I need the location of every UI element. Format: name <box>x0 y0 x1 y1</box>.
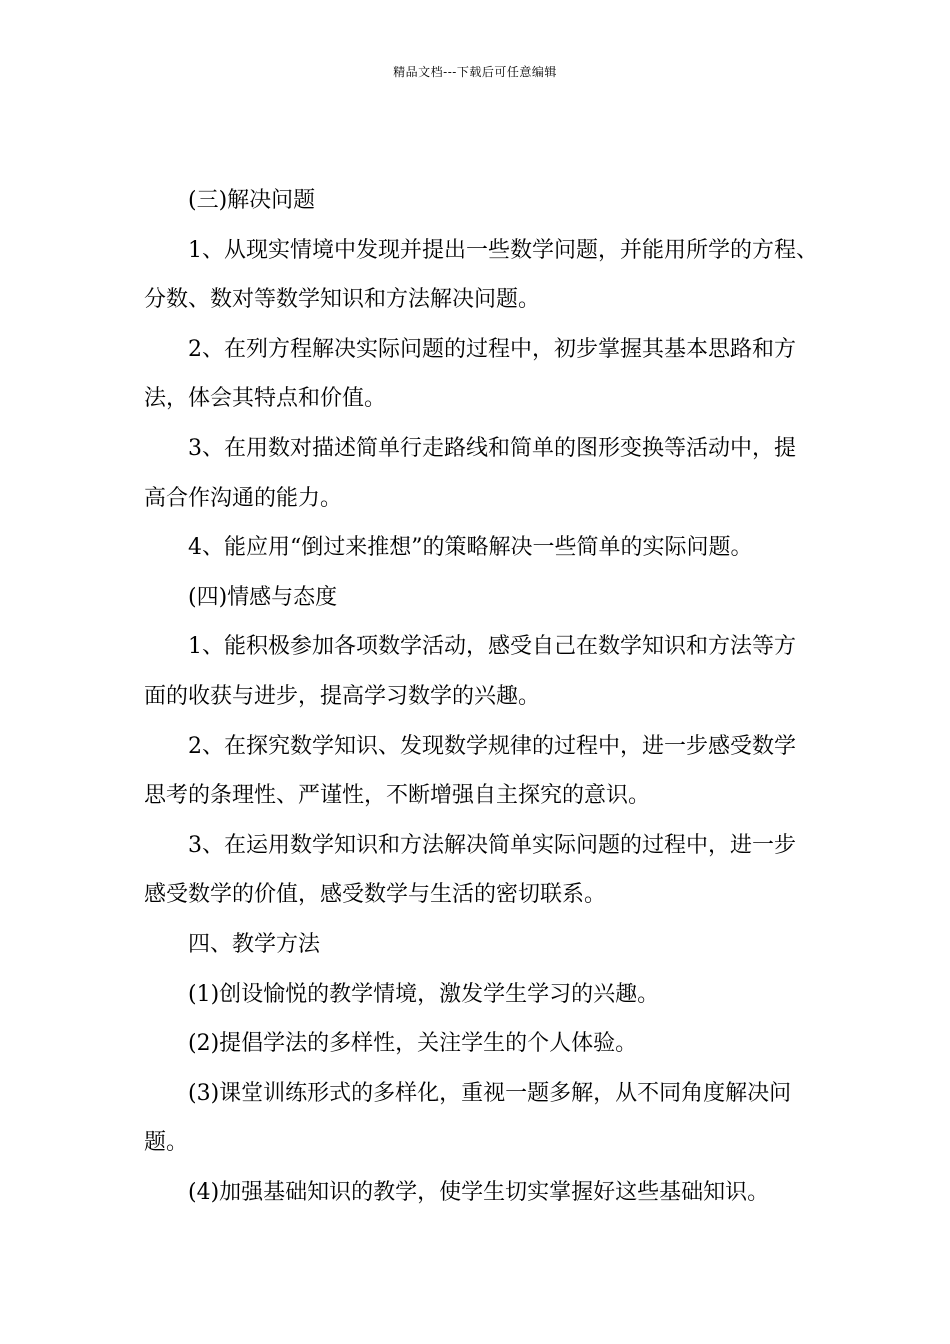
paragraph-2 <box>144 226 834 325</box>
paragraph-line: 感受数学的价值，感受数学与生活的密切联系。 <box>144 882 607 908</box>
paragraph-line: (2)提倡学法的多样性，关注学生的个人体验。 <box>188 1031 638 1057</box>
paragraph-3 <box>144 325 834 424</box>
paragraph-14 <box>144 1168 834 1218</box>
paragraph-6 <box>144 573 834 623</box>
paragraph-line: (1)创设愉悦的教学情境，激发学生学习的兴趣。 <box>188 981 660 1007</box>
paragraph-line: 1、从现实情境中发现并提出一些数学问题，并能用所学的方程、 <box>188 237 818 263</box>
paragraph-line: (三)解决问题 <box>188 188 316 213</box>
paragraph-9 <box>144 821 834 920</box>
paragraph-line: 四、教学方法 <box>188 931 321 957</box>
paragraph-13 <box>144 1069 834 1168</box>
paragraph-line: (4)加强基础知识的教学，使学生切实掌握好这些基础知识。 <box>188 1179 770 1205</box>
paragraph-line: 面的收获与进步，提高学习数学的兴趣。 <box>144 683 541 709</box>
paragraph-4 <box>144 424 834 523</box>
paragraph-line: 法，体会其特点和价值。 <box>144 386 387 412</box>
paragraph-11 <box>144 970 834 1020</box>
paragraph-10 <box>144 920 834 970</box>
paragraph-line: 2、在列方程解决实际问题的过程中，初步掌握其基本思路和方 <box>188 336 796 362</box>
paragraph-5 <box>144 523 834 573</box>
page-header: 精品文档---下载后可任意编辑 <box>393 65 557 79</box>
paragraph-line: 3、在用数对描述简单行走路线和简单的图形变换等活动中，提 <box>188 435 796 461</box>
paragraph-line: 3、在运用数学知识和方法解决简单实际问题的过程中，进一步 <box>188 832 796 858</box>
document-body <box>144 176 834 1217</box>
paragraph-line: 分数、数对等数学知识和方法解决问题。 <box>144 287 541 313</box>
paragraph-1 <box>144 176 834 226</box>
paragraph-line: 思考的条理性、严谨性，不断增强自主探究的意识。 <box>144 783 651 809</box>
paragraph-line: 题。 <box>144 1130 189 1156</box>
paragraph-12 <box>144 1019 834 1069</box>
paragraph-line: 1、能积极参加各项数学活动，感受自己在数学知识和方法等方 <box>188 634 796 660</box>
paragraph-8 <box>144 722 834 821</box>
paragraph-line: (3)课堂训练形式的多样化，重视一题多解，从不同角度解决问 <box>188 1080 792 1106</box>
paragraph-line: (四)情感与态度 <box>188 584 338 610</box>
paragraph-line: 高合作沟通的能力。 <box>144 485 343 511</box>
paragraph-7 <box>144 622 834 721</box>
paragraph-line: 2、在探究数学知识、发现数学规律的过程中，进一步感受数学 <box>188 733 796 759</box>
paragraph-line: 4、能应用“倒过来推想”的策略解决一些简单的实际问题。 <box>188 535 753 561</box>
